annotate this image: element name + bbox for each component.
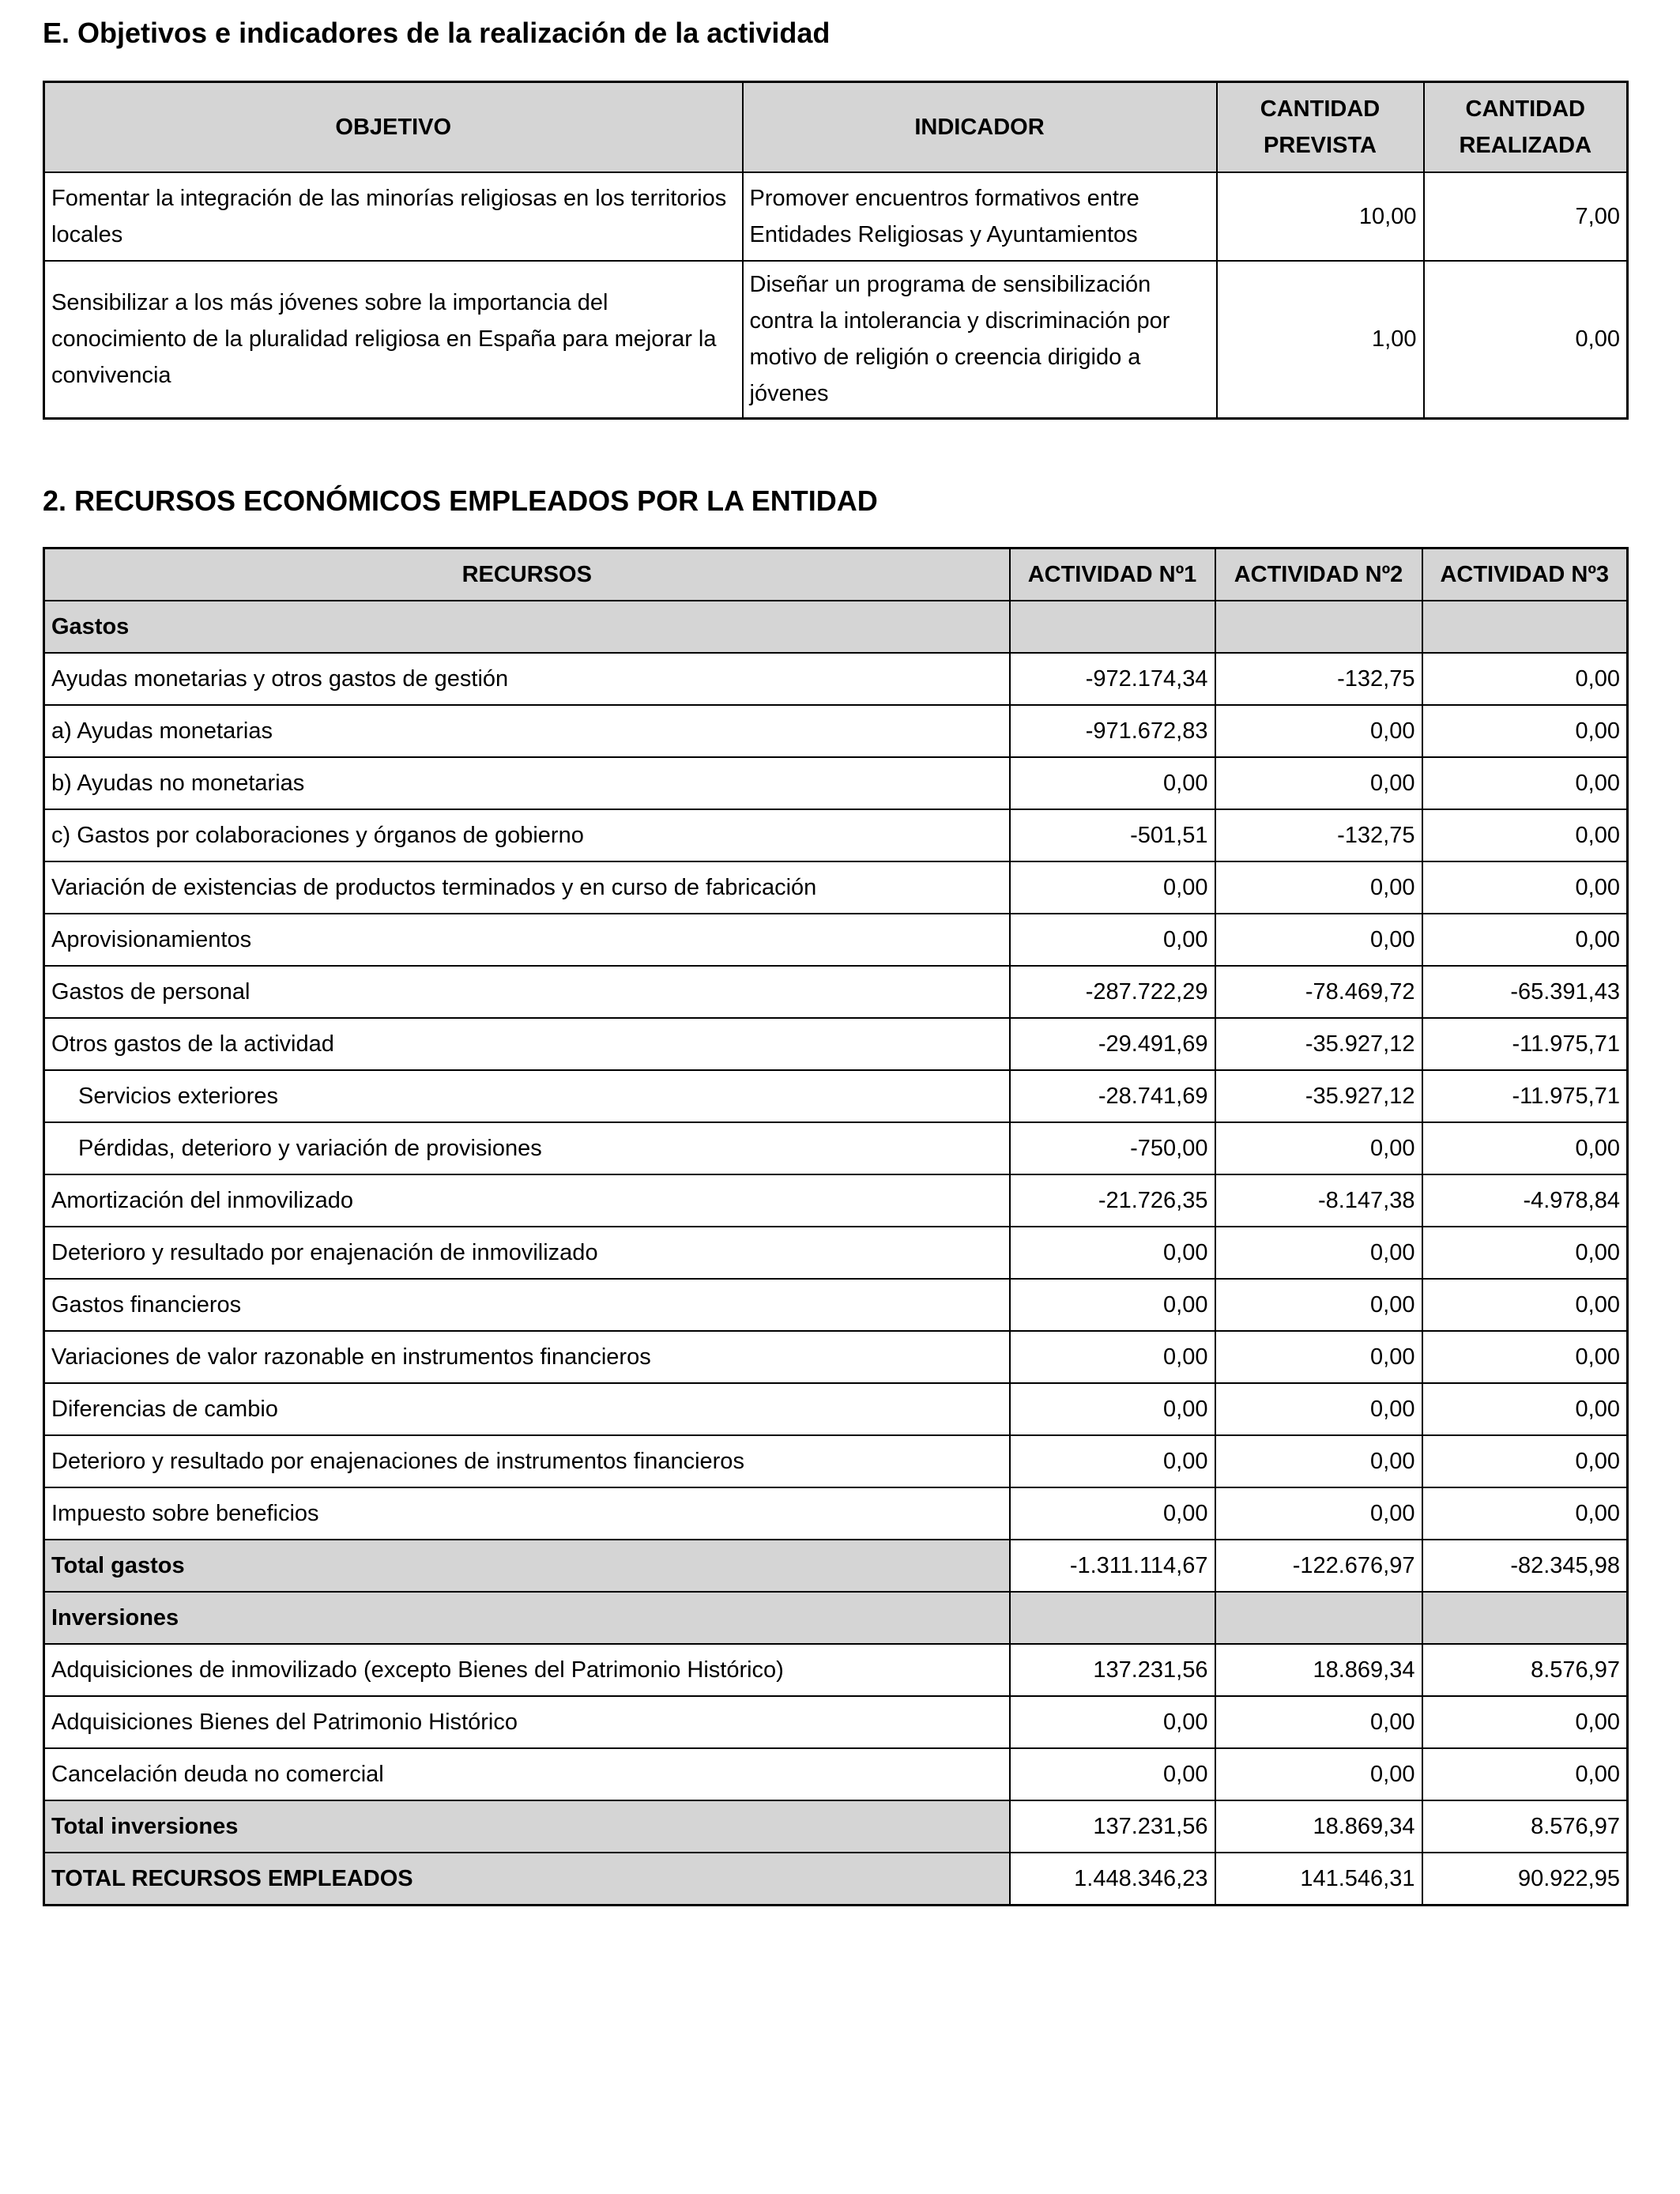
gastos-row [44, 966, 1628, 1018]
resource-label: Ayudas monetarias y otros gastos de gestión [44, 653, 1010, 705]
blank-cell [1215, 601, 1422, 653]
objectives-header-row [44, 82, 1628, 172]
actividad-1-value: 0,00 [1010, 1696, 1215, 1748]
resource-label: Adquisiciones de inmovilizado (excepto Bienes del Patrimonio Histórico) [44, 1644, 1010, 1696]
resources-header-row [44, 548, 1628, 601]
resource-label: Servicios exteriores [44, 1070, 1010, 1122]
inversiones-row [44, 1748, 1628, 1800]
actividad-1-value: 0,00 [1010, 1227, 1215, 1279]
prevista-cell: 10,00 [1217, 172, 1424, 261]
objectives-table [43, 81, 1629, 420]
resource-label: Pérdidas, deterioro y variación de provisiones [44, 1122, 1010, 1174]
actividad-3-value: 0,00 [1422, 1748, 1628, 1800]
resource-label: Variaciones de valor razonable en instrumentos financieros [44, 1331, 1010, 1383]
gastos-row [44, 1018, 1628, 1070]
actividad-1-value: 0,00 [1010, 1279, 1215, 1331]
actividad-2-value: -35.927,12 [1215, 1070, 1422, 1122]
resource-label: c) Gastos por colaboraciones y órganos de gobierno [44, 809, 1010, 861]
actividad-3-value: -65.391,43 [1422, 966, 1628, 1018]
total-inversiones-row [44, 1800, 1628, 1853]
actividad-3-value: -11.975,71 [1422, 1018, 1628, 1070]
resource-label: Otros gastos de la actividad [44, 1018, 1010, 1070]
actividad-3-value: 0,00 [1422, 1696, 1628, 1748]
gastos-section-label: Gastos [44, 601, 1010, 653]
header-actividad-2: ACTIVIDAD Nº2 [1215, 548, 1422, 601]
inversiones-row [44, 1696, 1628, 1748]
gastos-row [44, 1435, 1628, 1487]
gastos-row [44, 1279, 1628, 1331]
gastos-row [44, 1122, 1628, 1174]
resource-label: a) Ayudas monetarias [44, 705, 1010, 757]
objetivo-cell: Sensibilizar a los más jóvenes sobre la importancia del conocimiento de la pluralidad religiosa en España para mejorar la convivencia [44, 261, 743, 419]
resource-label: Deterioro y resultado por enajenaciones de instrumentos financieros [44, 1435, 1010, 1487]
actividad-1-value: -501,51 [1010, 809, 1215, 861]
resource-label: Adquisiciones Bienes del Patrimonio Histórico [44, 1696, 1010, 1748]
actividad-3-value: 8.576,97 [1422, 1644, 1628, 1696]
gastos-row [44, 1487, 1628, 1540]
actividad-2-value: 0,00 [1215, 1435, 1422, 1487]
prevista-cell: 1,00 [1217, 261, 1424, 419]
actividad-2-value: 0,00 [1215, 705, 1422, 757]
actividad-1-value: -972.174,34 [1010, 653, 1215, 705]
gastos-row [44, 1174, 1628, 1227]
indicador-cell: Diseñar un programa de sensibilización contra la intolerancia y discriminación por motivo de religión o creencia dirigido a jóvenes [743, 261, 1217, 419]
actividad-3-value: 0,00 [1422, 1487, 1628, 1540]
inversiones-section-row [44, 1592, 1628, 1644]
actividad-2-value: 0,00 [1215, 1331, 1422, 1383]
actividad-2-value: 0,00 [1215, 1279, 1422, 1331]
objective-row [44, 261, 1628, 419]
gastos-row [44, 914, 1628, 966]
actividad-1-value: -1.311.114,67 [1010, 1540, 1215, 1592]
objetivo-cell: Fomentar la integración de las minorías religiosas en los territorios locales [44, 172, 743, 261]
actividad-3-value: 0,00 [1422, 1227, 1628, 1279]
actividad-3-value: 0,00 [1422, 757, 1628, 809]
resource-label: TOTAL RECURSOS EMPLEADOS [44, 1853, 1010, 1906]
actividad-2-value: 0,00 [1215, 1487, 1422, 1540]
actividad-3-value: -11.975,71 [1422, 1070, 1628, 1122]
actividad-2-value: 18.869,34 [1215, 1644, 1422, 1696]
actividad-2-value: 0,00 [1215, 861, 1422, 914]
gastos-row [44, 653, 1628, 705]
actividad-1-value: 137.231,56 [1010, 1644, 1215, 1696]
header-indicador: INDICADOR [743, 82, 1217, 172]
header-cantidad-realizada: CANTIDAD REALIZADA [1424, 82, 1628, 172]
actividad-2-value: 0,00 [1215, 1383, 1422, 1435]
gastos-row [44, 1383, 1628, 1435]
resource-label: Total gastos [44, 1540, 1010, 1592]
actividad-3-value: 0,00 [1422, 705, 1628, 757]
gastos-row [44, 757, 1628, 809]
actividad-1-value: -29.491,69 [1010, 1018, 1215, 1070]
blank-cell [1215, 1592, 1422, 1644]
actividad-1-value: 0,00 [1010, 1435, 1215, 1487]
actividad-3-value: -82.345,98 [1422, 1540, 1628, 1592]
actividad-1-value: -28.741,69 [1010, 1070, 1215, 1122]
header-recursos: RECURSOS [44, 548, 1010, 601]
actividad-2-value: 0,00 [1215, 914, 1422, 966]
resource-label: Gastos financieros [44, 1279, 1010, 1331]
total-recursos-row [44, 1853, 1628, 1906]
inversiones-row [44, 1644, 1628, 1696]
actividad-3-value: 0,00 [1422, 809, 1628, 861]
resource-label: Diferencias de cambio [44, 1383, 1010, 1435]
blank-cell [1422, 1592, 1628, 1644]
blank-cell [1010, 1592, 1215, 1644]
resource-label: Deterioro y resultado por enajenación de inmovilizado [44, 1227, 1010, 1279]
header-objetivo: OBJETIVO [44, 82, 743, 172]
actividad-1-value: 137.231,56 [1010, 1800, 1215, 1853]
actividad-3-value: 0,00 [1422, 653, 1628, 705]
resource-label: Variación de existencias de productos terminados y en curso de fabricación [44, 861, 1010, 914]
actividad-1-value: 0,00 [1010, 1487, 1215, 1540]
resource-label: b) Ayudas no monetarias [44, 757, 1010, 809]
realizada-cell: 7,00 [1424, 172, 1628, 261]
section-2-title: 2. RECURSOS ECONÓMICOS EMPLEADOS POR LA ENTIDAD [43, 484, 878, 517]
actividad-1-value: 0,00 [1010, 757, 1215, 809]
actividad-2-value: 0,00 [1215, 1696, 1422, 1748]
actividad-3-value: 0,00 [1422, 914, 1628, 966]
resource-label: Amortización del inmovilizado [44, 1174, 1010, 1227]
actividad-2-value: 141.546,31 [1215, 1853, 1422, 1906]
inversiones-section-label: Inversiones [44, 1592, 1010, 1644]
header-actividad-1: ACTIVIDAD Nº1 [1010, 548, 1215, 601]
actividad-2-value: 0,00 [1215, 1122, 1422, 1174]
actividad-1-value: -21.726,35 [1010, 1174, 1215, 1227]
actividad-2-value: -132,75 [1215, 809, 1422, 861]
total-gastos-row [44, 1540, 1628, 1592]
gastos-row [44, 1331, 1628, 1383]
header-actividad-3: ACTIVIDAD Nº3 [1422, 548, 1628, 601]
gastos-row [44, 1227, 1628, 1279]
resources-body [44, 601, 1628, 1906]
actividad-3-value: 0,00 [1422, 861, 1628, 914]
actividad-2-value: 18.869,34 [1215, 1800, 1422, 1853]
actividad-2-value: 0,00 [1215, 1227, 1422, 1279]
gastos-section-row [44, 601, 1628, 653]
resource-label: Impuesto sobre beneficios [44, 1487, 1010, 1540]
blank-cell [1422, 601, 1628, 653]
actividad-2-value: 0,00 [1215, 1748, 1422, 1800]
actividad-2-value: -8.147,38 [1215, 1174, 1422, 1227]
actividad-3-value: 0,00 [1422, 1331, 1628, 1383]
gastos-row [44, 861, 1628, 914]
indicador-cell: Promover encuentros formativos entre Entidades Religiosas y Ayuntamientos [743, 172, 1217, 261]
actividad-2-value: 0,00 [1215, 757, 1422, 809]
actividad-3-value: 90.922,95 [1422, 1853, 1628, 1906]
actividad-1-value: 0,00 [1010, 861, 1215, 914]
actividad-1-value: -750,00 [1010, 1122, 1215, 1174]
actividad-1-value: 0,00 [1010, 1748, 1215, 1800]
blank-cell [1010, 601, 1215, 653]
actividad-2-value: -78.469,72 [1215, 966, 1422, 1018]
gastos-row [44, 1070, 1628, 1122]
actividad-3-value: 0,00 [1422, 1122, 1628, 1174]
realizada-cell: 0,00 [1424, 261, 1628, 419]
actividad-2-value: -132,75 [1215, 653, 1422, 705]
actividad-3-value: 8.576,97 [1422, 1800, 1628, 1853]
resource-label: Gastos de personal [44, 966, 1010, 1018]
gastos-row [44, 809, 1628, 861]
gastos-row [44, 705, 1628, 757]
actividad-3-value: -4.978,84 [1422, 1174, 1628, 1227]
actividad-3-value: 0,00 [1422, 1435, 1628, 1487]
header-cantidad-prevista: CANTIDAD PREVISTA [1217, 82, 1424, 172]
resource-label: Cancelación deuda no comercial [44, 1748, 1010, 1800]
actividad-2-value: -35.927,12 [1215, 1018, 1422, 1070]
objective-row [44, 172, 1628, 261]
actividad-3-value: 0,00 [1422, 1279, 1628, 1331]
actividad-1-value: -971.672,83 [1010, 705, 1215, 757]
actividad-1-value: 1.448.346,23 [1010, 1853, 1215, 1906]
resources-table [43, 547, 1629, 1906]
resource-label: Total inversiones [44, 1800, 1010, 1853]
actividad-1-value: 0,00 [1010, 914, 1215, 966]
actividad-2-value: -122.676,97 [1215, 1540, 1422, 1592]
actividad-1-value: 0,00 [1010, 1331, 1215, 1383]
section-e-title: E. Objetivos e indicadores de la realización de la actividad [43, 17, 831, 49]
actividad-1-value: -287.722,29 [1010, 966, 1215, 1018]
actividad-3-value: 0,00 [1422, 1383, 1628, 1435]
resource-label: Aprovisionamientos [44, 914, 1010, 966]
actividad-1-value: 0,00 [1010, 1383, 1215, 1435]
